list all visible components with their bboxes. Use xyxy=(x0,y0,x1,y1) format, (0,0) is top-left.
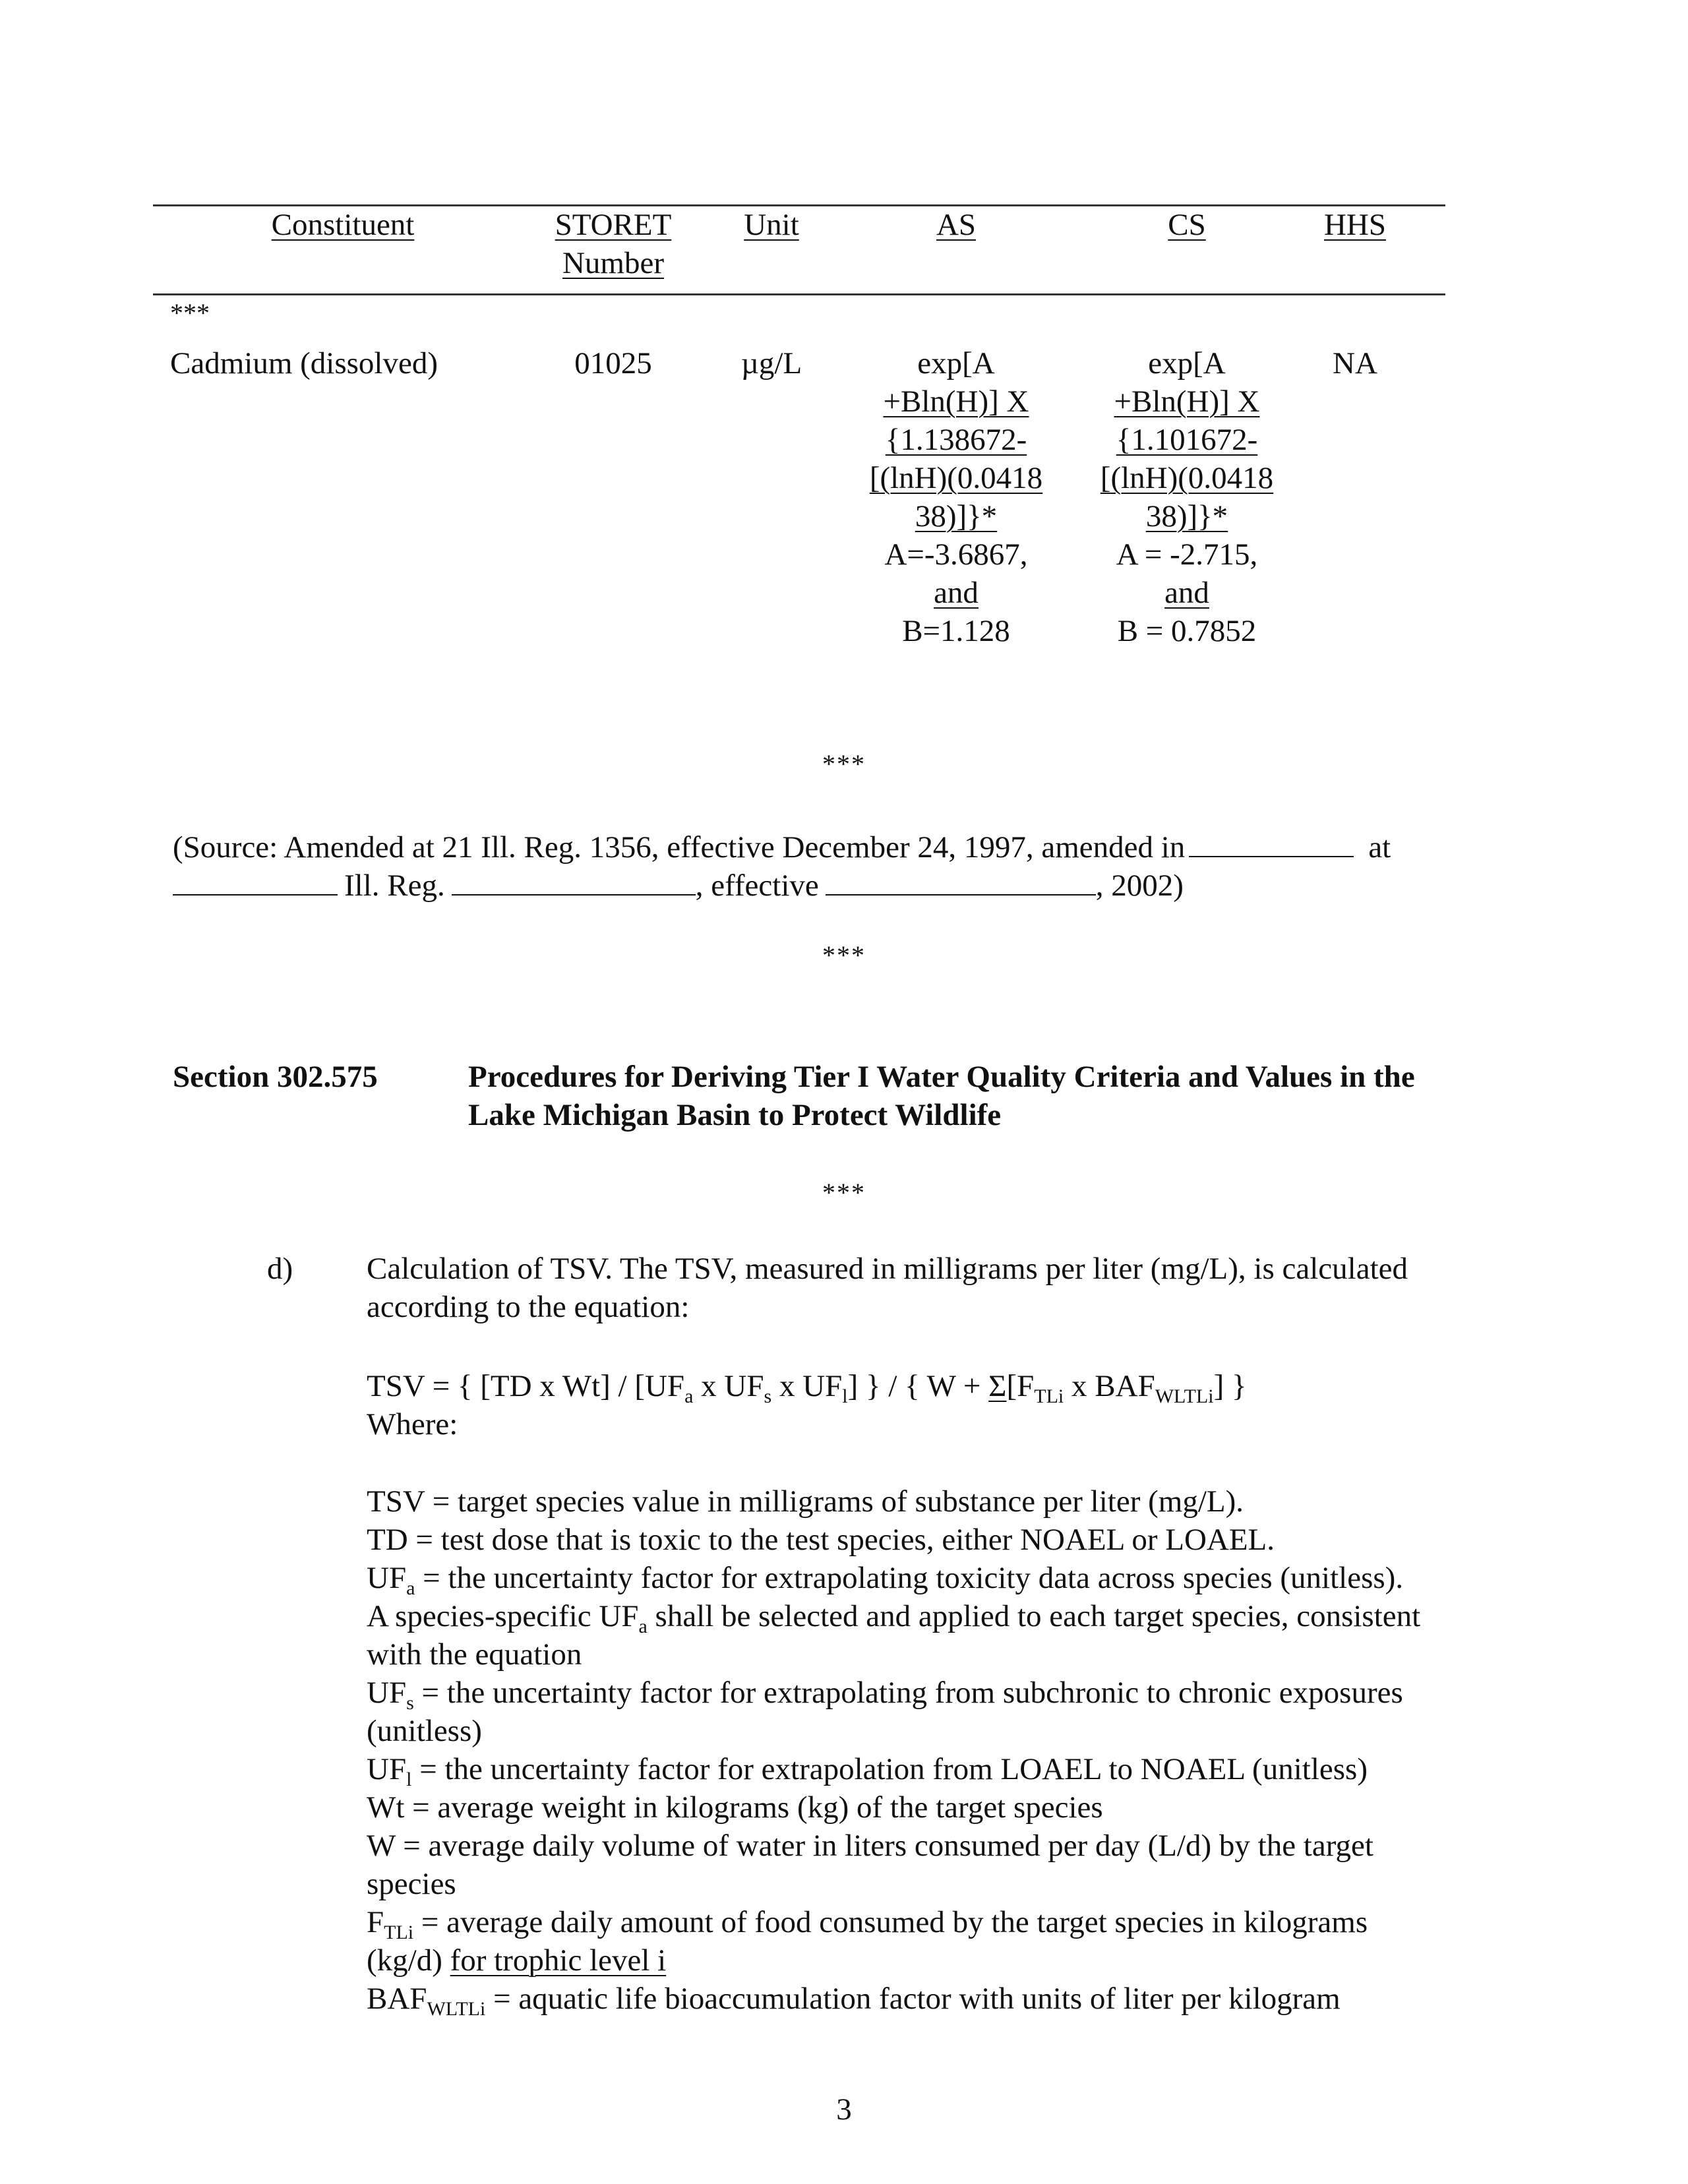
as-line: and xyxy=(934,576,979,610)
def-part: = average daily amount of food consumed by the target species in kilograms xyxy=(413,1905,1368,1939)
cs-line: A = -2.715, xyxy=(1116,537,1258,572)
row-as-formula xyxy=(837,344,1075,650)
header-unit: Unit xyxy=(744,208,799,242)
page-number: 3 xyxy=(836,2092,852,2127)
def-part: = the uncertainty factor for extrapolation from LOAEL to NOAEL (unitless) xyxy=(411,1752,1368,1786)
as-line: [(lnH)(0.0418 xyxy=(869,461,1043,495)
def-part: = the uncertainty factor for extrapolating from subchronic to chronic exposures xyxy=(413,1676,1403,1710)
as-line: +Bln(H)] X xyxy=(883,384,1029,419)
eq-sub: TLi xyxy=(1034,1385,1064,1407)
source-note-line1 xyxy=(173,826,1391,866)
row-constituent: Cadmium (dissolved) xyxy=(170,346,438,380)
subsection-intro xyxy=(367,1250,1408,1326)
source-ill-reg: Ill. Reg. xyxy=(344,868,445,903)
def-wt: Wt = average weight in kilograms (kg) of the target species xyxy=(367,1790,1103,1825)
def-baf xyxy=(367,1980,1420,2018)
def-part: UF xyxy=(367,1752,407,1786)
row-cs-formula xyxy=(1068,344,1306,650)
section-title xyxy=(468,1058,1415,1134)
eq-sub: WLTLi xyxy=(1155,1385,1214,1407)
def-part: = the uncertainty factor for extrapolating toxicity data across species (unitless). xyxy=(415,1561,1404,1595)
section-title-line1: Procedures for Deriving Tier I Water Quality Criteria and Values in the xyxy=(468,1060,1415,1094)
header-storet-line2: Number xyxy=(562,246,664,280)
eq-part: x UF xyxy=(693,1369,764,1403)
header-as: AS xyxy=(936,208,977,242)
source-at: at xyxy=(1368,830,1391,864)
row-storet: 01025 xyxy=(574,346,652,380)
cs-line: {1.101672- xyxy=(1116,423,1258,457)
header-constituent: Constituent xyxy=(271,208,415,242)
intro-line1: Calculation of TSV. The TSV, measured in milligrams per liter (mg/L), is calculated xyxy=(367,1252,1408,1286)
source-blank-volume xyxy=(173,864,338,895)
separator-stars-2: *** xyxy=(822,940,866,970)
source-blank-page xyxy=(452,864,696,895)
as-line: {1.138672- xyxy=(885,423,1027,457)
source-year: , 2002) xyxy=(1095,868,1184,903)
def-part: A species-specific UF xyxy=(367,1599,639,1633)
section-title-line2: Lake Michigan Basin to Protect Wildlife xyxy=(468,1098,1002,1132)
table-header-rule xyxy=(153,293,1445,295)
eq-part: ] } xyxy=(1213,1369,1247,1403)
definitions-list xyxy=(367,1482,1420,2018)
def-sub: TLi xyxy=(384,1922,414,1943)
eq-sub: l xyxy=(842,1385,848,1407)
as-line: 38)]}* xyxy=(915,499,998,533)
cs-line: B = 0.7852 xyxy=(1117,614,1257,648)
eq-part: x BAF xyxy=(1064,1369,1155,1403)
def-sub: WLTLi xyxy=(427,1998,486,2020)
source-prefix: (Source: Amended at 21 Ill. Reg. 1356, effective December 24, 1997, amended in xyxy=(173,830,1186,864)
header-storet-line1: STORET xyxy=(555,208,672,242)
source-effective: , effective xyxy=(695,868,819,903)
def-ufs-line2: (unitless) xyxy=(367,1714,482,1748)
section-number: Section 302.575 xyxy=(173,1060,378,1094)
row-hhs: NA xyxy=(1333,346,1377,380)
where-label: Where: xyxy=(367,1407,458,1441)
eq-part: TSV = { [TD x Wt] / [UF xyxy=(367,1369,685,1403)
header-cs: CS xyxy=(1168,208,1206,242)
def-part: BAF xyxy=(367,1982,427,2016)
def-part: shall be selected and applied to each target species, consistent xyxy=(647,1599,1421,1633)
def-part: UF xyxy=(367,1561,407,1595)
source-note-line2 xyxy=(173,864,1184,905)
def-underlined: for trophic level i xyxy=(450,1943,667,1978)
def-sub: a xyxy=(638,1616,648,1637)
separator-stars-3: *** xyxy=(822,1178,866,1207)
table-stars: *** xyxy=(170,298,210,328)
source-blank-date xyxy=(826,864,1096,895)
tsv-equation xyxy=(367,1367,1247,1405)
cs-line: +Bln(H)] X xyxy=(1114,384,1260,419)
subsection-label: d) xyxy=(267,1252,293,1286)
def-ufa-line2 xyxy=(367,1597,1420,1635)
def-ftli-line2 xyxy=(367,1941,1420,1980)
def-ftli xyxy=(367,1903,1420,1941)
eq-sub: a xyxy=(684,1385,694,1407)
def-ufa-line3: with the equation xyxy=(367,1637,582,1672)
as-line: exp[A xyxy=(917,346,995,380)
cs-line: [(lnH)(0.0418 xyxy=(1100,461,1274,495)
def-w-line2: species xyxy=(367,1867,456,1901)
eq-sub: s xyxy=(764,1385,772,1407)
eq-part: x UF xyxy=(771,1369,843,1403)
sigma-symbol: Σ xyxy=(988,1369,1007,1403)
eq-part: [F xyxy=(1006,1369,1035,1403)
source-blank-amended xyxy=(1189,826,1354,857)
def-part: = aquatic life bioaccumulation factor with units of liter per kilogram xyxy=(485,1982,1341,2016)
intro-line2: according to the equation: xyxy=(367,1290,690,1324)
def-w: W = average daily volume of water in liters consumed per day (L/d) by the target xyxy=(367,1829,1373,1863)
cs-line: and xyxy=(1164,576,1209,610)
eq-part: ] } / { W + xyxy=(847,1369,989,1403)
separator-stars-1: *** xyxy=(822,749,866,779)
def-part: F xyxy=(367,1905,384,1939)
as-line: B=1.128 xyxy=(902,614,1010,648)
def-part: UF xyxy=(367,1676,407,1710)
row-unit: µg/L xyxy=(740,346,802,380)
def-part: (kg/d) xyxy=(367,1943,450,1978)
cs-line: 38)]}* xyxy=(1145,499,1228,533)
header-storet xyxy=(534,206,692,282)
def-td: TD = test dose that is toxic to the test species, either NOAEL or LOAEL. xyxy=(367,1523,1275,1557)
def-ufa xyxy=(367,1559,1420,1597)
def-ufs xyxy=(367,1674,1420,1712)
def-sub: a xyxy=(406,1577,415,1599)
def-sub: s xyxy=(406,1692,414,1714)
def-tsv: TSV = target species value in milligrams of substance per liter (mg/L). xyxy=(367,1484,1244,1519)
def-sub: l xyxy=(406,1769,412,1790)
cs-line: exp[A xyxy=(1148,346,1226,380)
header-hhs: HHS xyxy=(1323,208,1387,242)
as-line: A=-3.6867, xyxy=(884,537,1028,572)
def-ufl xyxy=(367,1750,1420,1788)
